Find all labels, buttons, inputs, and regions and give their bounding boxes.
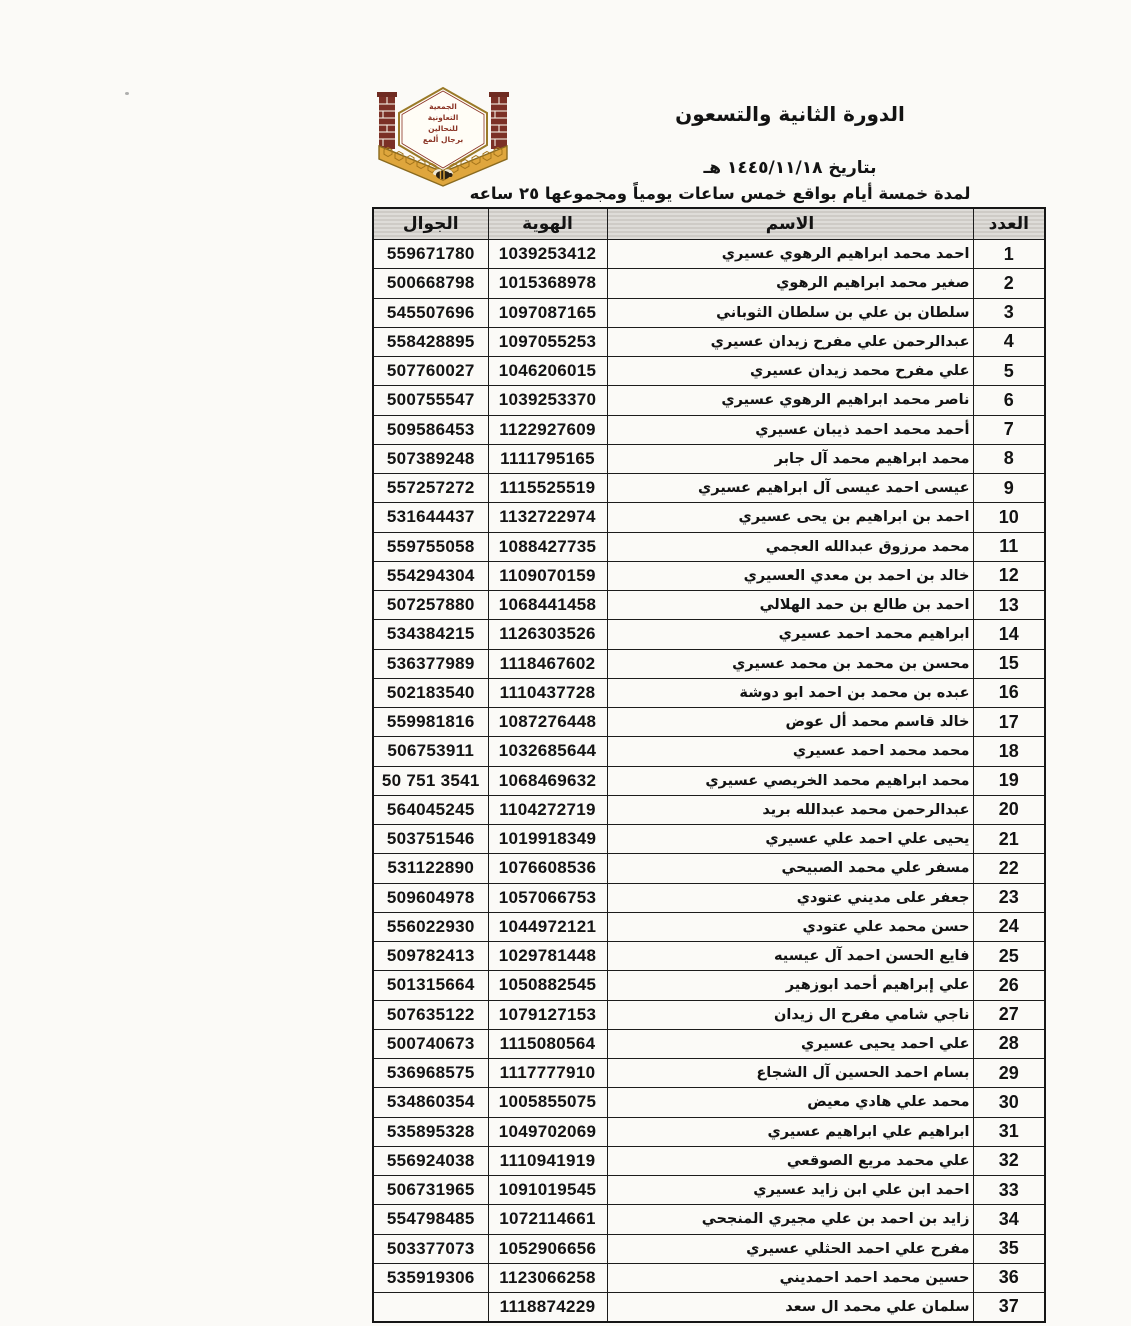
participant-name-cell: خالد بن احمد بن معدي العسيري	[607, 561, 973, 590]
emblem-text-line4: برجال ألمع	[422, 135, 464, 144]
participant-name-cell: صغير محمد ابراهيم الرهوي	[607, 269, 973, 298]
table-row	[373, 1088, 1045, 1117]
mobile-number-cell: 502183540	[373, 678, 488, 707]
table-row	[373, 415, 1045, 444]
national-id-cell: 1076608536	[488, 854, 607, 883]
participant-name-cell: زايد بن احمد بن علي مجيري المنجحي	[607, 1205, 973, 1234]
mobile-number-cell: 506753911	[373, 737, 488, 766]
national-id-cell: 1029781448	[488, 942, 607, 971]
mobile-number-cell: 554294304	[373, 561, 488, 590]
row-number-cell: 23	[973, 883, 1045, 912]
table-row	[373, 269, 1045, 298]
column-header-name: الاسم	[607, 208, 973, 240]
participant-name-cell: خالد قاسم محمد أل عوض	[607, 708, 973, 737]
participant-name-cell: علي احمد يحيى عسيري	[607, 1029, 973, 1058]
mobile-number-cell: 503751546	[373, 825, 488, 854]
national-id-cell: 1110941919	[488, 1146, 607, 1175]
row-number-cell: 11	[973, 532, 1045, 561]
mobile-number-cell: 557257272	[373, 474, 488, 503]
mobile-number-cell: 534384215	[373, 620, 488, 649]
participant-name-cell: عيسى احمد عيسى آل ابراهيم عسيري	[607, 474, 973, 503]
row-number-cell: 3	[973, 298, 1045, 327]
participant-name-cell: محمد علي هادي معيض	[607, 1088, 973, 1117]
table-row	[373, 474, 1045, 503]
national-id-cell: 1039253370	[488, 386, 607, 415]
national-id-cell: 1068441458	[488, 591, 607, 620]
national-id-cell: 1052906656	[488, 1234, 607, 1263]
emblem-text-line3: للنحالين	[428, 124, 458, 133]
table-row	[373, 561, 1045, 590]
national-id-cell: 1057066753	[488, 883, 607, 912]
row-number-cell: 37	[973, 1293, 1045, 1322]
table-row	[373, 532, 1045, 561]
participant-name-cell: يحيى علي احمد علي عسيري	[607, 825, 973, 854]
table-row	[373, 1263, 1045, 1292]
row-number-cell: 14	[973, 620, 1045, 649]
national-id-cell: 1118467602	[488, 649, 607, 678]
brick-column-right	[489, 92, 509, 149]
table-row	[373, 620, 1045, 649]
mobile-number-cell: 506731965	[373, 1176, 488, 1205]
row-number-cell: 22	[973, 854, 1045, 883]
row-number-cell: 9	[973, 474, 1045, 503]
mobile-number-cell	[373, 1293, 488, 1322]
row-number-cell: 21	[973, 825, 1045, 854]
national-id-cell: 1015368978	[488, 269, 607, 298]
table-row	[373, 503, 1045, 532]
mobile-number-cell: 536968575	[373, 1059, 488, 1088]
national-id-cell: 1079127153	[488, 1000, 607, 1029]
table-row	[373, 678, 1045, 707]
roster-table-body	[373, 240, 1045, 1322]
mobile-number-cell: 507760027	[373, 357, 488, 386]
participant-name-cell: عبده بن محمد بن احمد ابو دوشة	[607, 678, 973, 707]
table-row	[373, 854, 1045, 883]
mobile-number-cell: 509782413	[373, 942, 488, 971]
table-row	[373, 444, 1045, 473]
national-id-cell: 1046206015	[488, 357, 607, 386]
mobile-number-cell: 559755058	[373, 532, 488, 561]
mobile-number-cell: 558428895	[373, 327, 488, 356]
participant-name-cell: محمد ابراهيم محمد آل جابر	[607, 444, 973, 473]
beekeepers-emblem-icon	[376, 86, 510, 192]
national-id-cell: 1097055253	[488, 327, 607, 356]
row-number-cell: 4	[973, 327, 1045, 356]
mobile-number-cell: 500755547	[373, 386, 488, 415]
participant-name-cell: عبدالرحمن علي مفرح زيدان عسيري	[607, 327, 973, 356]
table-row	[373, 649, 1045, 678]
mobile-number-cell: 556022930	[373, 912, 488, 941]
table-row	[373, 1205, 1045, 1234]
row-number-cell: 12	[973, 561, 1045, 590]
national-id-cell: 1072114661	[488, 1205, 607, 1234]
roster-table	[372, 207, 1046, 1323]
row-number-cell: 18	[973, 737, 1045, 766]
national-id-cell: 1111795165	[488, 444, 607, 473]
participant-name-cell: ابراهيم محمد احمد عسيري	[607, 620, 973, 649]
table-row	[373, 912, 1045, 941]
table-row	[373, 942, 1045, 971]
participant-name-cell: علي إبراهيم أحمد ابوزهير	[607, 971, 973, 1000]
table-row	[373, 708, 1045, 737]
participant-name-cell: محسن بن محمد بن محمد عسيري	[607, 649, 973, 678]
mobile-number-cell: 509586453	[373, 415, 488, 444]
table-row	[373, 1059, 1045, 1088]
national-id-cell: 1087276448	[488, 708, 607, 737]
table-row	[373, 1000, 1045, 1029]
row-number-cell: 1	[973, 240, 1045, 269]
participant-name-cell: محمد مرزوق عبدالله العجمي	[607, 532, 973, 561]
participant-name-cell: احمد بن طالع بن حمد الهلالي	[607, 591, 973, 620]
row-number-cell: 2	[973, 269, 1045, 298]
national-id-cell: 1068469632	[488, 766, 607, 795]
national-id-cell: 1126303526	[488, 620, 607, 649]
table-row	[373, 298, 1045, 327]
mobile-number-cell: 564045245	[373, 795, 488, 824]
emblem-text-line1: الجمعية	[429, 102, 457, 111]
national-id-cell: 1117777910	[488, 1059, 607, 1088]
national-id-cell: 1019918349	[488, 825, 607, 854]
mobile-number-cell: 507389248	[373, 444, 488, 473]
table-row	[373, 825, 1045, 854]
row-number-cell: 10	[973, 503, 1045, 532]
national-id-cell: 1039253412	[488, 240, 607, 269]
participant-name-cell: ناصر محمد ابراهيم الرهوي عسيري	[607, 386, 973, 415]
row-number-cell: 33	[973, 1176, 1045, 1205]
row-number-cell: 8	[973, 444, 1045, 473]
row-number-cell: 16	[973, 678, 1045, 707]
table-row	[373, 1029, 1045, 1058]
national-id-cell: 1115525519	[488, 474, 607, 503]
column-header-count: العدد	[973, 208, 1045, 240]
row-number-cell: 6	[973, 386, 1045, 415]
mobile-number-cell: 554798485	[373, 1205, 488, 1234]
session-title: الدورة الثانية والتسعون	[675, 102, 905, 126]
participant-name-cell: عبدالرحمن محمد عبدالله بريد	[607, 795, 973, 824]
participant-name-cell: محمد ابراهيم محمد الخريصي عسيري	[607, 766, 973, 795]
participant-name-cell: أحمد محمد احمد ذيبان عسيري	[607, 415, 973, 444]
national-id-cell: 1097087165	[488, 298, 607, 327]
participant-name-cell: احمد بن ابراهيم بن يحى عسيري	[607, 503, 973, 532]
participant-name-cell: بسام احمد الحسين آل الشجاع	[607, 1059, 973, 1088]
participant-name-cell: احمد محمد ابراهيم الرهوي عسيري	[607, 240, 973, 269]
participant-name-cell: ابراهيم علي ابراهيم عسيري	[607, 1117, 973, 1146]
table-row	[373, 766, 1045, 795]
table-row	[373, 1234, 1045, 1263]
row-number-cell: 20	[973, 795, 1045, 824]
row-number-cell: 36	[973, 1263, 1045, 1292]
session-duration: لمدة خمسة أيام بواقع خمس ساعات يومياً ومجموعها ٢٥ ساعه	[469, 184, 971, 203]
national-id-cell: 1091019545	[488, 1176, 607, 1205]
participant-name-cell: حسن محمد علي عتودي	[607, 912, 973, 941]
national-id-cell: 1115080564	[488, 1029, 607, 1058]
participant-name-cell: جعفر على مديني عتودي	[607, 883, 973, 912]
mobile-number-cell: 534860354	[373, 1088, 488, 1117]
table-row	[373, 737, 1045, 766]
brick-column-left	[377, 92, 397, 149]
column-header-id: الهوية	[488, 208, 607, 240]
mobile-number-cell: 501315664	[373, 971, 488, 1000]
participant-name-cell: فايع الحسن احمد آل عيسيه	[607, 942, 973, 971]
table-header-row	[373, 208, 1045, 240]
participant-name-cell: احمد ابن علي ابن زايد عسيري	[607, 1176, 973, 1205]
mobile-number-cell: 531644437	[373, 503, 488, 532]
mobile-number-cell: 559981816	[373, 708, 488, 737]
association-logo	[376, 86, 510, 192]
table-row	[373, 1146, 1045, 1175]
table-row	[373, 386, 1045, 415]
national-id-cell: 1104272719	[488, 795, 607, 824]
row-number-cell: 15	[973, 649, 1045, 678]
row-number-cell: 5	[973, 357, 1045, 386]
mobile-number-cell: 509604978	[373, 883, 488, 912]
table-row	[373, 1293, 1045, 1322]
national-id-cell: 1132722974	[488, 503, 607, 532]
participant-name-cell: سلمان علي محمد ال سعد	[607, 1293, 973, 1322]
mobile-number-cell: 500740673	[373, 1029, 488, 1058]
mobile-number-cell: 556924038	[373, 1146, 488, 1175]
table-row	[373, 591, 1045, 620]
row-number-cell: 25	[973, 942, 1045, 971]
mobile-number-cell: 545507696	[373, 298, 488, 327]
row-number-cell: 34	[973, 1205, 1045, 1234]
row-number-cell: 27	[973, 1000, 1045, 1029]
participant-name-cell: ناجي شامي مفرح ال زيدان	[607, 1000, 973, 1029]
mobile-number-cell: 535895328	[373, 1117, 488, 1146]
national-id-cell: 1032685644	[488, 737, 607, 766]
participant-name-cell: علي مفرح محمد زيدان عسيري	[607, 357, 973, 386]
national-id-cell: 1109070159	[488, 561, 607, 590]
row-number-cell: 17	[973, 708, 1045, 737]
national-id-cell: 1118874229	[488, 1293, 607, 1322]
row-number-cell: 19	[973, 766, 1045, 795]
mobile-number-cell: 559671780	[373, 240, 488, 269]
row-number-cell: 24	[973, 912, 1045, 941]
national-id-cell: 1050882545	[488, 971, 607, 1000]
national-id-cell: 1110437728	[488, 678, 607, 707]
national-id-cell: 1005855075	[488, 1088, 607, 1117]
mobile-number-cell: 50 751 3541	[373, 766, 488, 795]
table-row	[373, 240, 1045, 269]
participant-name-cell: مسفر علي محمد الصبيحي	[607, 854, 973, 883]
mobile-number-cell: 500668798	[373, 269, 488, 298]
mobile-number-cell: 507257880	[373, 591, 488, 620]
row-number-cell: 7	[973, 415, 1045, 444]
row-number-cell: 13	[973, 591, 1045, 620]
row-number-cell: 32	[973, 1146, 1045, 1175]
table-row	[373, 795, 1045, 824]
participant-name-cell: محمد محمد احمد عسيري	[607, 737, 973, 766]
mobile-number-cell: 507635122	[373, 1000, 488, 1029]
row-number-cell: 29	[973, 1059, 1045, 1088]
table-row	[373, 1117, 1045, 1146]
mobile-number-cell: 531122890	[373, 854, 488, 883]
national-id-cell: 1123066258	[488, 1263, 607, 1292]
national-id-cell: 1088427735	[488, 532, 607, 561]
table-row	[373, 327, 1045, 356]
scan-speck	[125, 92, 129, 95]
table-row	[373, 971, 1045, 1000]
mobile-number-cell: 536377989	[373, 649, 488, 678]
mobile-number-cell: 535919306	[373, 1263, 488, 1292]
participant-name-cell: سلطان بن علي بن سلطان الثوباني	[607, 298, 973, 327]
row-number-cell: 30	[973, 1088, 1045, 1117]
participant-name-cell: مفرح علي احمد الحثلي عسيري	[607, 1234, 973, 1263]
participant-name-cell: حسين محمد احمد احمديني	[607, 1263, 973, 1292]
national-id-cell: 1044972121	[488, 912, 607, 941]
table-row	[373, 357, 1045, 386]
table-row	[373, 1176, 1045, 1205]
column-header-mobile: الجوال	[373, 208, 488, 240]
emblem-text-line2: التعاونية	[427, 113, 459, 122]
session-date: بتاريخ ١٤٤٥/١١/١٨ هـ	[703, 158, 877, 178]
row-number-cell: 31	[973, 1117, 1045, 1146]
row-number-cell: 28	[973, 1029, 1045, 1058]
roster-table-container	[372, 207, 1044, 1323]
row-number-cell: 35	[973, 1234, 1045, 1263]
participant-name-cell: علي محمد مريع الصوقعي	[607, 1146, 973, 1175]
table-row	[373, 883, 1045, 912]
row-number-cell: 26	[973, 971, 1045, 1000]
national-id-cell: 1049702069	[488, 1117, 607, 1146]
mobile-number-cell: 503377073	[373, 1234, 488, 1263]
national-id-cell: 1122927609	[488, 415, 607, 444]
